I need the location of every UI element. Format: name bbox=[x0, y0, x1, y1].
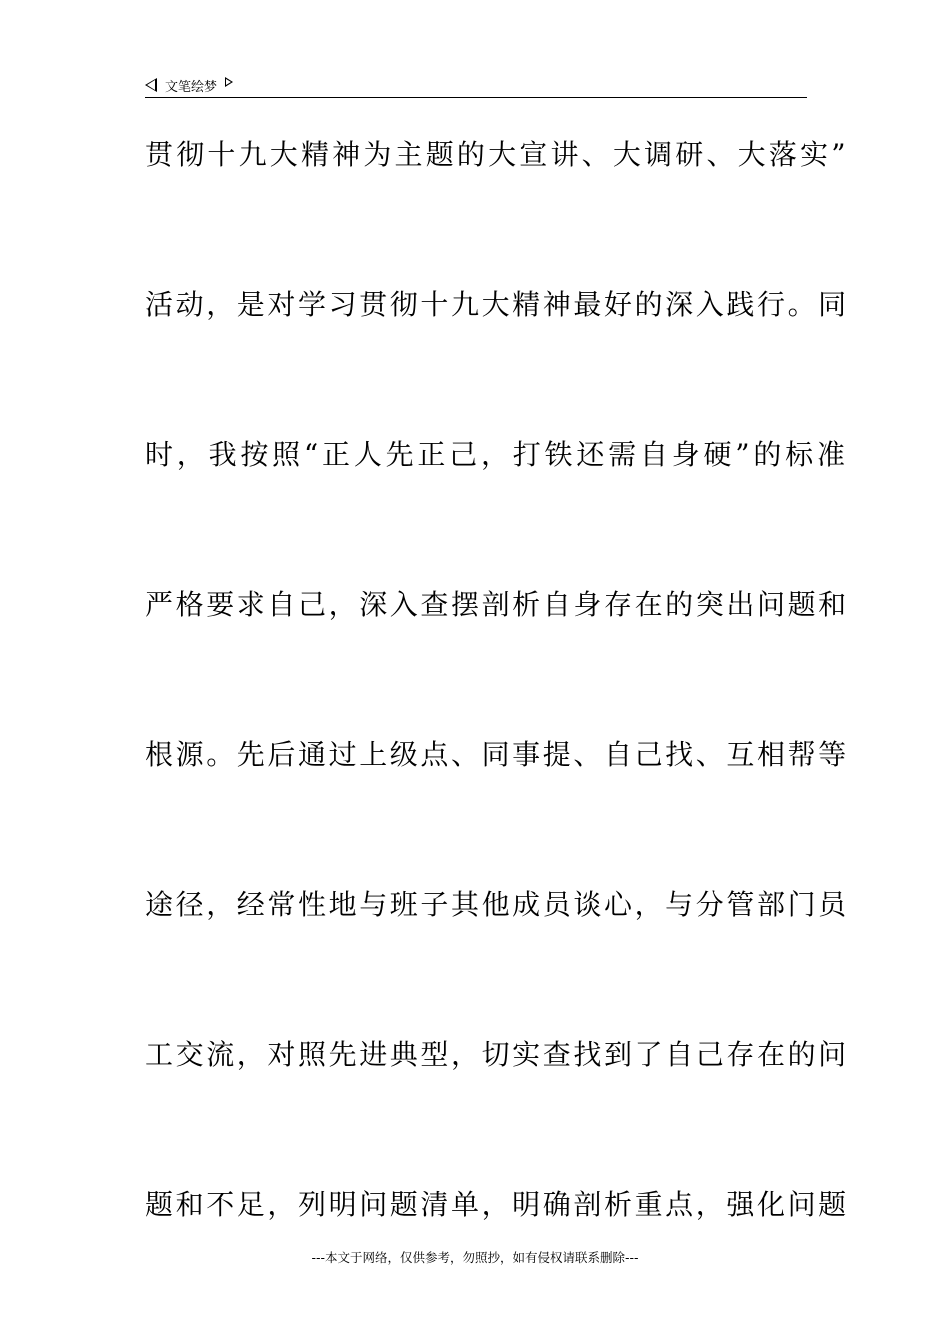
text-line: 严格要求自己，深入查摆剖析自身存在的突出问题和 bbox=[145, 588, 847, 621]
text-line: 活动，是对学习贯彻十九大精神最好的深入践行。同 bbox=[145, 288, 847, 321]
text-line: 途径，经常性地与班子其他成员谈心，与分管部门员 bbox=[145, 888, 847, 921]
text-line: 时，我按照“正人先正己，打铁还需自身硬”的标准 bbox=[145, 438, 847, 471]
triangle-right-icon bbox=[225, 77, 233, 87]
text-line: 工交流，对照先进典型，切实查找到了自己存在的问 bbox=[145, 1038, 847, 1071]
footer-notice: ---本文于网络，仅供参考，勿照抄，如有侵权请联系删除--- bbox=[311, 1250, 639, 1265]
header-title: 文笔绘梦 bbox=[165, 79, 218, 95]
text-line: 贯彻十九大精神为主题的大宣讲、大调研、大落实” bbox=[145, 138, 847, 171]
page-header bbox=[145, 74, 233, 96]
document-body bbox=[145, 130, 847, 1330]
triangle-left-icon bbox=[145, 78, 157, 92]
text-line: 根源。先后通过上级点、同事提、自己找、互相帮等 bbox=[145, 738, 847, 771]
text-line: 题和不足，列明问题清单，明确剖析重点，强化问题 bbox=[145, 1188, 847, 1221]
header-divider bbox=[145, 97, 807, 98]
